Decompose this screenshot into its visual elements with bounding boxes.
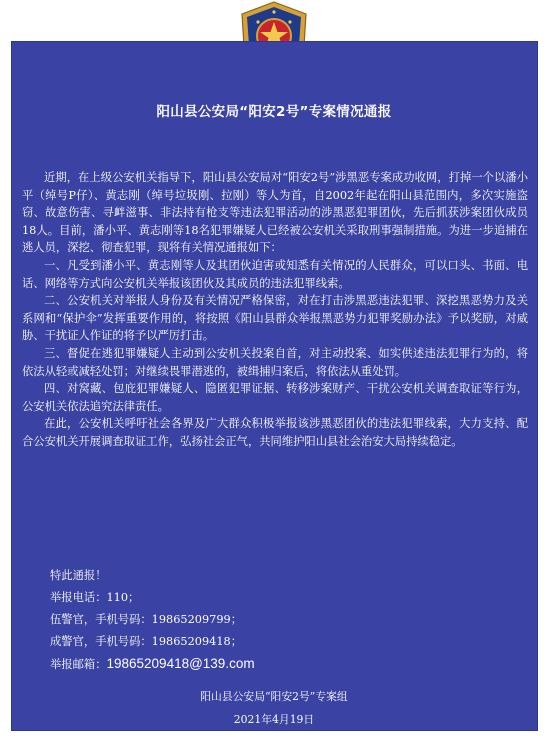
notice-body [22,169,528,451]
footer-date: 2021年4月19日 [233,713,315,726]
hotline-text: 举报电话：110； [50,591,140,604]
officer-wu-phone: 伍警官，手机号码：19865209799； [50,613,243,626]
footer-org: 阳山县公安局“阳安2号”专案组 [200,690,348,703]
officer-cheng-phone: 成警官，手机号码：19865209418； [50,635,243,648]
email-line [50,653,255,676]
email-address: 19865209418@139.com [106,656,255,671]
paragraph-item-2: 二、公安机关对举报人身份及有关情况严格保密，对在打击涉黑恶违法犯罪、深挖黑恶势力及关系网和“保护伞”发挥重要作用的，将按照《阳山县群众举报黑恶势力犯罪奖励办法》予以奖励，对威胁、干扰证人作证的将予以严厉打击。 [22,294,528,343]
paragraph-item-1: 一、凡受到潘小平、黄志刚等人及其团伙迫害或知悉有关情况的人民群众，可以口头、书面、电话、网络等方式向公安机关举报该团伙及其成员的违法犯罪线索。 [22,258,528,290]
paragraph-item-3: 三、督促在逃犯罪嫌疑人主动到公安机关投案自首，对主动投案、如实供述违法犯罪行为的，将依法从轻或减轻处罚；对继续畏罪潜逃的，被缉捕归案后，将依法从重处罚。 [22,346,528,378]
page-title: 阳山县公安局“阳安2号”专案情况通报 [156,104,392,120]
contact-block [50,565,255,676]
paragraph-item-4: 四、对窝藏、包庇犯罪嫌疑人、隐匿犯罪证据、转移涉案财产、干扰公安机关调查取证等行为，公安机关依法追究法律责任。 [22,382,528,413]
paragraph-intro: 近期，在上级公安机关指导下，阳山县公安局对“阳安2号”涉黑恶专案成功收网，打掉一个以潘小平（绰号P仔）、黄志刚（绰号垃圾刚、拉刚）等人为首，自2002年起在阳山县范围内，多次实施盗窃、故意伤害、寻衅滋事、非法持有枪支等违法犯罪活动的涉黑恶犯罪团伙，先后抓获涉案团伙成员18人。目前，潘小平、黄志刚等18名犯罪嫌疑人已经被公安机关采取刑事强制措施。为进一步追捕在逃人员，深挖、彻查犯罪，现将有关情况通报如下： [22,171,528,255]
email-label: 举报邮箱： [50,658,107,671]
notice-closing: 特此通报！ [50,569,107,582]
paragraph-appeal: 在此，公安机关呼吁社会各界及广大群众积极举报该涉黑恶团伙的违法犯罪线索，大力支持、配合公安机关开展调查取证工作，弘扬社会正气，共同维护阳山县社会治安大局持续稳定。 [22,417,528,448]
